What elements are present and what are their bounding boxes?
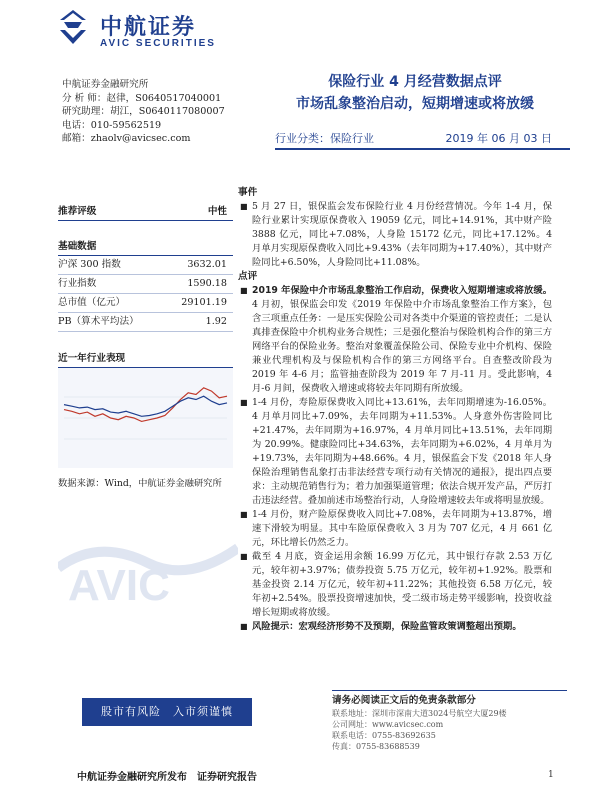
org-name: 中航证券金融研究所 <box>62 79 149 90</box>
email-line: 邮箱：zhaolv@avicsec.com <box>62 133 191 145</box>
event-paragraph <box>240 200 552 270</box>
phone-line: 电话：010-59562519 <box>62 119 162 131</box>
brand-name-en: AVIC SECURITIES <box>100 38 216 49</box>
basics-header: 基础数据 <box>58 238 233 256</box>
bullet-icon: ■ <box>240 286 248 295</box>
risk-text: 风险提示：宏观经济形势不及预期，保险监管政策调整超出预期。 <box>252 621 522 632</box>
bullet-icon: ■ <box>240 510 248 519</box>
report-date: 2019 年 06 月 03 日 <box>445 132 552 145</box>
page-number: 1 <box>548 770 554 780</box>
basics-row <box>58 275 233 294</box>
assistant-line: 研究助理：胡江，S0640117080007 <box>62 106 225 118</box>
row-key: 行业指数 <box>58 278 97 289</box>
publisher-line: 中航证券金融研究所发布 证券研究报告 <box>77 772 257 783</box>
comment-paragraph <box>240 284 552 396</box>
analyst-info <box>62 78 225 146</box>
comment-paragraph <box>240 396 552 508</box>
report-subtitle: 市场乱象整治启动，短期增速或将放缓 <box>296 96 534 112</box>
paragraph-lead: 2019 年保险中介市场乱象整治工作启动，保费收入短期增速或将放缓。 <box>252 285 552 296</box>
analyst-line: 分 析 师：赵律，S0640517040001 <box>62 92 222 104</box>
basics-table <box>58 238 233 332</box>
meta-line <box>275 130 570 150</box>
paragraph-text: 截至 4 月底，资金运用余额 16.99 万亿元，其中银行存款 2.53 万亿元，较年初+3.97%；债券投资 5.75 万亿元，较年初+1.92%。股票和基金投资 2.14 万亿元，较年初+11.22%；其他投资 6.58 万亿元，较年初+2.54%。股票投资增速加快，受二级市场走势平缓影响，投资收益增长短期或将放缓。 <box>252 551 552 618</box>
paragraph-text: 1-4 月份，寿险原保费收入同比+13.61%，去年同期增速为-16.05%。4 月单月同比+7.09%，去年同期为+11.53%。人身意外伤害险同比+21.47%，去年同期为+16.97%，4 月单月同比+13.51%，去年同期为 20.99%。健康险同比+34.63%，去年同期为+6.02%，4 月单月为+19.73%，去年同期为+48.66%。4 月，银保监会下发《2018 年人身保险治理销售乱象打击非法经营专项行动有关情况的通报》，提出四点要求：主动规范销售行为；着力加强渠道管理；依法合规开发产品，严厉打击违法经营。叠加前述市场整治行动，人身险增速较去年或将明显放缓。 <box>252 397 552 506</box>
bullet-icon: ■ <box>240 552 248 561</box>
row-key: 沪深 300 指数 <box>58 259 121 270</box>
rating-value: 中性 <box>207 206 227 217</box>
report-title: 保险行业 4 月经营数据点评 <box>328 74 502 90</box>
row-key: 总市值（亿元） <box>58 297 126 308</box>
disclaimer-note: 请务必阅读正文后的免责条款部分 <box>332 695 476 706</box>
paragraph-text: 5 月 27 日，银保监会发布保险行业 4 月份经营情况。今年 1-4 月，保险行业累计实现原保费收入 19059 亿元，同比+14.91%，其中财产险 3888 亿元，同比+7.08%，人身险 15172 亿元，同比+17.12%。4 月单月实现原保费收入同比+9.43%（去年同期为+17.40%），其中财产险同比+6.50%，人身险同比+11.08%。 <box>252 201 552 268</box>
comment-paragraph <box>240 550 552 620</box>
brand-name-cn: 中航证券 <box>100 15 197 40</box>
rating-box <box>58 203 233 221</box>
svg-text:AVIC: AVIC <box>68 561 170 608</box>
comment-paragraph <box>240 508 552 550</box>
industry-performance-chart <box>58 350 233 491</box>
report-body <box>240 186 552 634</box>
contact-fax: 传真：0755-83688539 <box>332 742 420 751</box>
industry-category: 行业分类：保险行业 <box>275 132 374 145</box>
comment-header: 点评 <box>238 271 258 282</box>
row-value: 1590.18 <box>187 278 227 289</box>
paragraph-text: 4 月初，银保监会印发《2019 年保险中介市场乱象整治工作方案》，包含三项重点任务：一是压实保险公司对各类中介渠道的管控责任；二是认真排查保险中介机构业务合规性；三是强化整治与保险机构合作的第三方网络平台的保险业务。整治对象覆盖保险公司、保险专业中介机构、保险兼业代理机构及与保险机构合作的第三方网络平台。自查整改阶段为 2019 年 4-6 月；监管抽查阶段为 2019 年 7 月-11 月。受此影响，4 月-6 月间，保费收入增速或将较去年同期有所放缓。 <box>252 299 552 394</box>
avic-watermark <box>58 528 238 608</box>
row-key: PB（算术平均法） <box>58 316 139 327</box>
bullet-icon: ■ <box>240 202 248 211</box>
chart-source: 数据来源：Wind，中航证券金融研究所 <box>58 478 222 489</box>
contact-phone: 联系电话：0755-83692635 <box>332 731 436 740</box>
avic-logo-icon <box>56 8 90 48</box>
paragraph-text: 1-4 月份，财产险原保费收入同比+7.08%，去年同期为+13.87%，增速下滑较为明显。其中车险原保费收入 3 月为 707 亿元，4 月 661 亿元，环比增长仍然乏力。 <box>252 509 552 548</box>
event-header: 事件 <box>238 187 258 198</box>
contact-block <box>332 690 567 752</box>
rating-label: 推荐评级 <box>58 206 97 217</box>
basics-row <box>58 313 233 332</box>
basics-row <box>58 256 233 275</box>
contact-website: 公司网址：www.avicsec.com <box>332 720 444 729</box>
basics-row <box>58 294 233 313</box>
row-value: 1.92 <box>205 316 227 327</box>
risk-slogan-banner: 股市有风险 入市须谨慎 <box>82 698 252 726</box>
chart-plot <box>58 368 233 468</box>
row-value: 3632.01 <box>187 259 227 270</box>
row-value: 29101.19 <box>181 297 227 308</box>
bullet-icon: ■ <box>240 622 248 631</box>
chart-title: 近一年行业表现 <box>58 350 233 368</box>
risk-paragraph <box>240 620 552 634</box>
contact-address: 联系地址：深圳市深南大道3024号航空大厦29楼 <box>332 709 507 718</box>
bullet-icon: ■ <box>240 398 248 407</box>
